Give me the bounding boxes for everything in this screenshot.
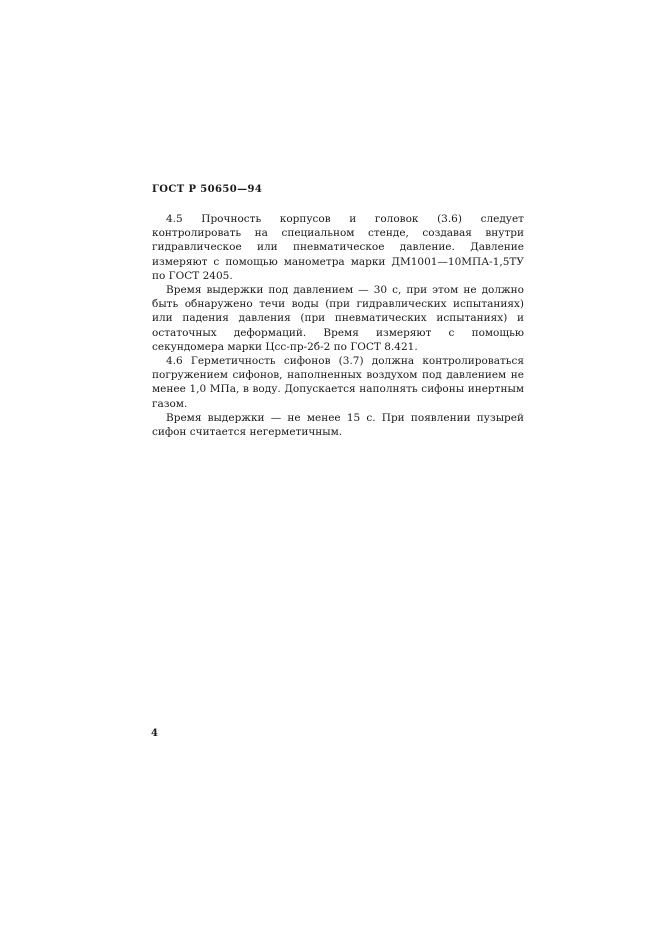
- paragraph-hold-time-pressure: Время выдержки под давлением — 30 с, при этом не должно быть обнаружено течи воды (при гидравлических испытаниях) или падения давления (при пневматических испытаниях) и остаточных деформаций. Время измеряют с помощью секундомера марки Цсс-пр-2б-2 по ГОСТ 8.421.: [152, 284, 524, 353]
- document-body: [152, 212, 524, 439]
- page-number: 4: [151, 728, 158, 739]
- paragraph-hold-time-sealing: Время выдержки — не менее 15 с. При появлении пузырей сифон считается негерметичным.: [152, 411, 524, 439]
- paragraph-4-6: 4.6 Герметичность сифонов (3.7) должна контролироваться погружением сифонов, наполненных воздухом под давлением не менее 1,0 МПа, в воду. Допускается наполнять сифоны инертным газом.: [152, 355, 524, 410]
- paragraph-4-5: 4.5 Прочность корпусов и головок (3.6) следует контролировать на специальном стенде, создавая внутри гидравлическое или пневматическое давление. Давление измеряют с помощью манометра марки ДМ1001—10МПА-1,5ТУ по ГОСТ 2405.: [152, 213, 524, 282]
- document-header: ГОСТ Р 50650—94: [152, 184, 263, 195]
